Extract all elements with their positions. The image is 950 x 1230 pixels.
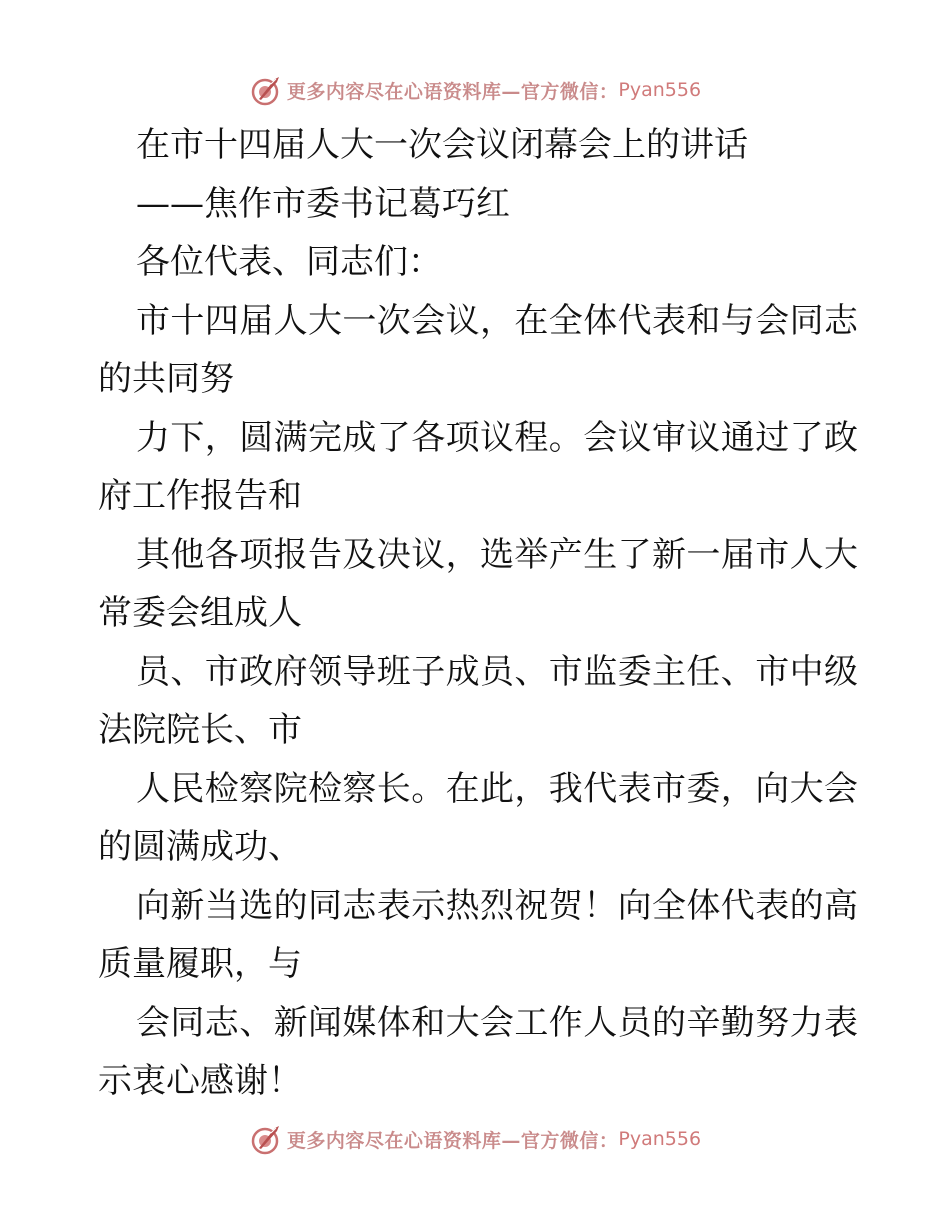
quill-logo-icon (249, 1122, 283, 1156)
paragraph-line: 常委会组成人 (98, 593, 302, 633)
speaker-line: ——焦作市委书记葛巧红 (136, 183, 510, 224)
paragraph-line: 市十四届人大一次会议，在全体代表和与会同志 (136, 300, 858, 341)
quill-logo-icon (249, 73, 283, 107)
paragraph-line: 人民检察院检察长。在此，我代表市委，向大会 (136, 768, 858, 809)
paragraph-line: 其他各项报告及决议，选举产生了新一届市人大 (136, 534, 858, 575)
salutation: 各位代表、同志们： (136, 242, 442, 282)
watermark-text: 更多内容尽在心语资料库—官方微信： (286, 1129, 619, 1152)
watermark-footer (0, 1121, 950, 1157)
speech-title: 在市十四届人大一次会议闭幕会上的讲话 (136, 125, 748, 165)
paragraph-line: 的共同努 (98, 359, 234, 399)
paragraph-line: 府工作报告和 (98, 476, 302, 516)
paragraph-line: 质量履职，与 (98, 944, 302, 984)
paragraph-line: 示衷心感谢！ (98, 1061, 302, 1101)
paragraph-line: 会同志、新闻媒体和大会工作人员的辛勤努力表 (136, 1002, 858, 1043)
watermark-id: Pyan556 (618, 79, 702, 101)
watermark-header (0, 72, 950, 108)
paragraph-line: 法院院长、市 (98, 710, 302, 750)
paragraph-line: 的圆满成功、 (98, 827, 302, 867)
watermark-id: Pyan556 (618, 1128, 702, 1150)
paragraph-line: 向新当选的同志表示热烈祝贺！向全体代表的高 (136, 885, 858, 926)
paragraph-line: 力下，圆满完成了各项议程。会议审议通过了政 (136, 417, 858, 458)
document-body (98, 116, 858, 1111)
watermark-text: 更多内容尽在心语资料库—官方微信： (286, 80, 619, 103)
paragraph-line: 员、市政府领导班子成员、市监委主任、市中级 (136, 651, 858, 692)
